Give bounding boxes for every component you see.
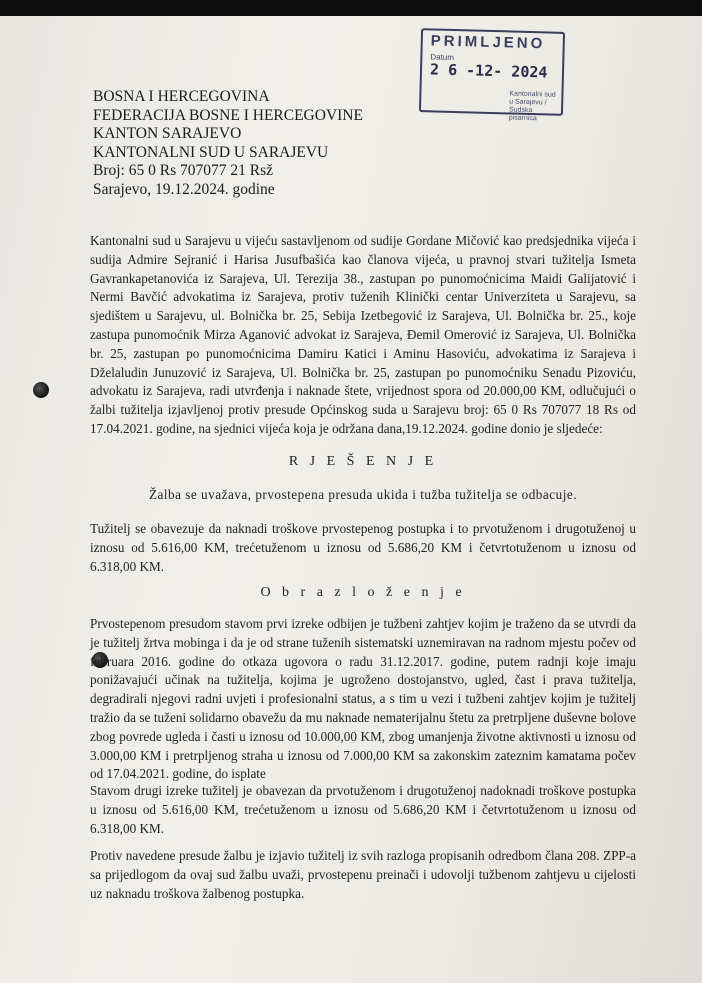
reasoning-paragraph-2: Stavom drugi izreke tužitelj je obavezan da prvotuženom i drugotuženoj nadoknadi troškove postupka u iznosu od 5.616,00 KM, trećetuženom u iznosu od 5.686,20 KM i četvrtotuženom u iznosu od 6.318,00 KM. — [90, 783, 636, 836]
stamp-date: 2 6 -12- 2024 — [429, 60, 548, 82]
top-bar — [0, 0, 702, 16]
header-court: KANTONALNI SUD U SARAJEVU — [93, 143, 329, 161]
header-place-date: Sarajevo, 19.12.2024. godine — [93, 180, 275, 198]
header-case-number: Broj: 65 0 Rs 707077 21 Rsž — [93, 162, 273, 179]
received-stamp — [419, 28, 565, 123]
header-federation: FEDERACIJA BOSNE I HERCEGOVINE — [93, 106, 363, 124]
punch-hole-icon — [33, 382, 49, 398]
header-canton: KANTON SARAJEVO — [93, 125, 242, 142]
decision-paragraph-1: Žalba se uvažava, prvostepena presuda ukida i tužba tužitelja se odbacuje. — [148, 487, 578, 502]
stamp-org: Kantonalni sud u Sarajevu / Sudska pisarnica — [508, 90, 556, 123]
header-country: BOSNA I HERCEGOVINA — [93, 88, 270, 105]
stamp-title: PRIMLJENO — [430, 32, 546, 53]
reasoning-paragraph-1: Prvostepenom presudom stavom prvi izreke odbijen je tužbeni zahtjev kojim je traženo da se utvrdi da je tužitelj žrtva mobinga i da je od strane tuženih sistematski uznemiravan na radnom mjestu počev od februara 2016. godine do otkaza ugovora o radu 31.12.2017. godine, putem radnji koje imaju ponižavajući učinak na tužitelja, kojima je ugroženo dostojanstvo, ugled, čast i prava tužitelja, degradirali njegovi radni uvjeti i profesionalni status, a s tim u vezi i tužbeni zahtjev kojim je tužitelj tražio da se tuženi solidarno obavežu da mu naknade nematerijalnu štetu za pretrpljene duševne bolove zbog povrede ugleda i časti u iznosu od 10.000,00 KM, zbog umanjenja životne aktivnosti u iznosu od 3.000,00 KM i pretrpljenog straha u iznosu od 7.000,00 KM sa zakonskim zateznim kamatama počev od 17.04.2021. godine, do isplate — [90, 616, 636, 782]
document-header — [93, 88, 363, 199]
decision-paragraph-2: Tužitelj se obavezuje da naknadi troškove prvostepenog postupka i to prvotuženom i drugotuženoj u iznosu od 5.616,00 KM, trećetuženom u iznosu od 5.686,20 KM i četvrtotuženom u iznosu od 6.318,00 KM. — [90, 521, 636, 574]
stamp-date-label: Datum — [430, 52, 455, 62]
intro-paragraph: Kantonalni sud u Sarajevu u vijeću sastavljenom od sudije Gordane Mičović kao predsjednika vijeća i sudija Admire Sejranić i Harisa Jusufbašića kao članova vijeća, u pravnoj stvari tužitelja Ismeta Gavrankapetanovića iz Sarajeva, Ul. Terezija 38., zastupan po punomoćnicima Maidi Galijatović i Nermi Bavčić advokatima iz Sarajeva, protiv tuženih Klinički centar Univerziteta u Sarajevu, sa sjedištem u Sarajevu, ul. Bolnička br. 25, Sebija Izetbegović iz Sarajeva, Ul. Bolnička br. 25., koje zastupa punomoćnik Mirza Aganović advokat iz Sarajeva, Đemil Omerović iz Sarajeva, Ul. Bolnička br. 25, zastupan po punomoćnicima Damiru Katici i Aminu Hasoviću, advokatima iz Sarajeva i Dželaludin Junuzović iz Sarajeva, Ul. Bolnička br. 25, zastupan po punomoćniku Senadu Pizoviću, advokatu iz Sarajeva, radi utvrđenja i naknade štete, vrijednost spora od 20.000,00 KM, odlučujući o žalbi tužitelja izjavljenoj protiv presude Općinskog suda u Sarajevu broj: 65 0 Rs 707077 18 Rs od 17.04.2021. godine, na sjednici vijeća koja je održana dana,19.12.2024. godine donio je sljedeće: — [90, 233, 636, 436]
reasoning-paragraph-3: Protiv navedene presude žalbu je izjavio tužitelj iz svih razloga propisanih odredbom člana 208. ZPP-a sa prijedlogom da ovaj sud žalbu uvaži, prvostepenu preinači i udovolji tužbenom zahtjevu u cijelosti uz naknadu troškova žalbenog postupka. — [90, 848, 636, 901]
heading-obrazlozenje: O b r a z l o ž e n j e — [260, 585, 466, 600]
heading-rjesenje: R J E Š E N J E — [288, 454, 438, 469]
